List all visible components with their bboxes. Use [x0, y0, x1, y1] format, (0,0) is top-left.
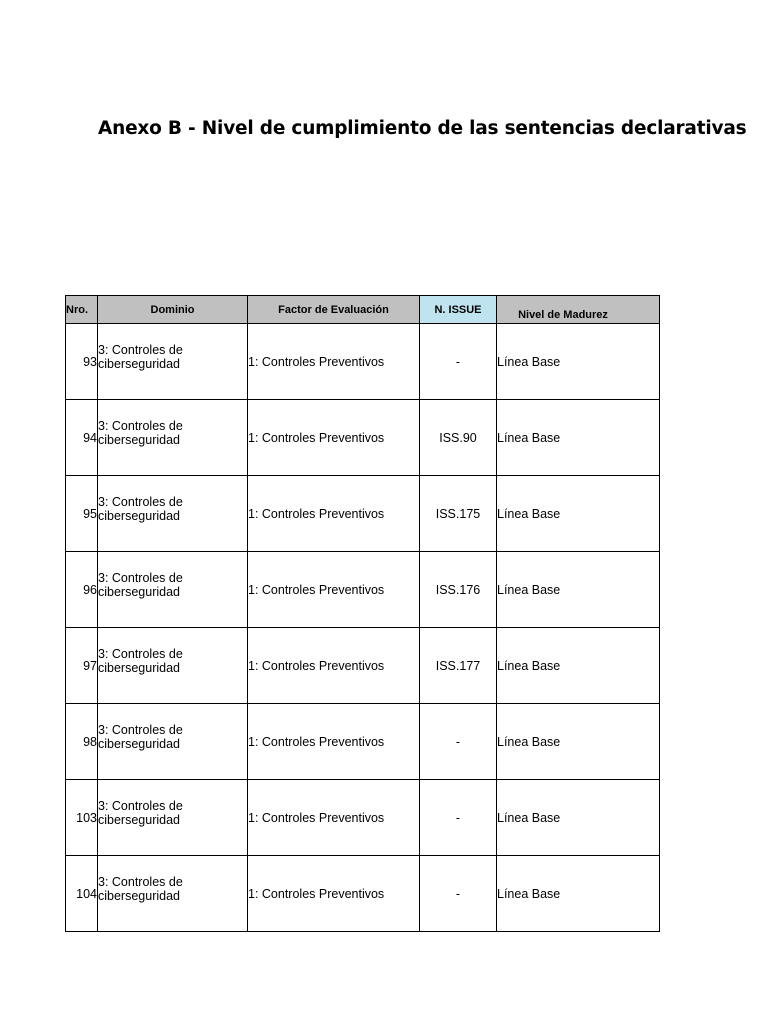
cell-dominio-line1: 3: Controles de	[98, 722, 183, 737]
cell-dominio-line2: ciberseguridad	[98, 736, 180, 751]
cell-nro: 98	[66, 704, 98, 780]
table-row	[66, 780, 660, 856]
maturity-table	[65, 295, 660, 932]
cell-issue: -	[420, 704, 497, 780]
cell-dominio-line1: 3: Controles de	[98, 494, 183, 509]
table-row	[66, 856, 660, 932]
header-nivel-label: Nivel de Madurez	[518, 309, 608, 321]
cell-factor: 1: Controles Preventivos	[248, 552, 420, 628]
table-row	[66, 704, 660, 780]
table-row	[66, 628, 660, 704]
table-row	[66, 476, 660, 552]
cell-factor: 1: Controles Preventivos	[248, 856, 420, 932]
cell-dominio-line2: ciberseguridad	[98, 356, 180, 371]
cell-nro: 97	[66, 628, 98, 704]
cell-factor: 1: Controles Preventivos	[248, 628, 420, 704]
cell-issue: -	[420, 856, 497, 932]
table-row	[66, 552, 660, 628]
cell-dominio-line2: ciberseguridad	[98, 432, 180, 447]
cell-dominio	[98, 780, 248, 856]
cell-nro: 95	[66, 476, 98, 552]
header-dominio: Dominio	[98, 296, 248, 324]
title-container	[98, 113, 747, 145]
cell-dominio-line2: ciberseguridad	[98, 584, 180, 599]
cell-factor: 1: Controles Preventivos	[248, 324, 420, 400]
cell-nro: 94	[66, 400, 98, 476]
cell-dominio	[98, 628, 248, 704]
cell-factor: 1: Controles Preventivos	[248, 476, 420, 552]
cell-dominio	[98, 856, 248, 932]
cell-factor: 1: Controles Preventivos	[248, 780, 420, 856]
cell-issue: -	[420, 780, 497, 856]
cell-nivel: Línea Base	[497, 552, 660, 628]
cell-issue: -	[420, 324, 497, 400]
cell-nivel: Línea Base	[497, 780, 660, 856]
cell-dominio-line2: ciberseguridad	[98, 888, 180, 903]
page-title: Anexo B - Nivel de cumplimiento de las sentencias declarativas	[98, 118, 747, 139]
cell-dominio-line1: 3: Controles de	[98, 798, 183, 813]
cell-dominio	[98, 704, 248, 780]
cell-dominio-line1: 3: Controles de	[98, 570, 183, 585]
cell-factor: 1: Controles Preventivos	[248, 400, 420, 476]
cell-dominio-line2: ciberseguridad	[98, 660, 180, 675]
cell-dominio-line1: 3: Controles de	[98, 342, 183, 357]
cell-factor: 1: Controles Preventivos	[248, 704, 420, 780]
cell-nro: 104	[66, 856, 98, 932]
cell-issue: ISS.176	[420, 552, 497, 628]
header-issue: N. ISSUE	[420, 296, 497, 324]
cell-nro: 103	[66, 780, 98, 856]
table-row	[66, 400, 660, 476]
cell-dominio-line1: 3: Controles de	[98, 646, 183, 661]
table-row	[66, 324, 660, 400]
header-factor: Factor de Evaluación	[248, 296, 420, 324]
cell-dominio-line1: 3: Controles de	[98, 418, 183, 433]
cell-issue: ISS.175	[420, 476, 497, 552]
cell-nivel: Línea Base	[497, 856, 660, 932]
header-nro: Nro.	[66, 296, 98, 324]
cell-nivel: Línea Base	[497, 704, 660, 780]
cell-dominio	[98, 324, 248, 400]
table-header-row	[66, 296, 660, 324]
cell-nivel: Línea Base	[497, 476, 660, 552]
cell-dominio-line2: ciberseguridad	[98, 812, 180, 827]
cell-nro: 96	[66, 552, 98, 628]
cell-dominio-line2: ciberseguridad	[98, 508, 180, 523]
cell-dominio	[98, 552, 248, 628]
cell-dominio	[98, 476, 248, 552]
cell-nro: 93	[66, 324, 98, 400]
cell-nivel: Línea Base	[497, 628, 660, 704]
header-nivel	[497, 296, 660, 324]
cell-dominio	[98, 400, 248, 476]
cell-issue: ISS.90	[420, 400, 497, 476]
cell-issue: ISS.177	[420, 628, 497, 704]
cell-nivel: Línea Base	[497, 324, 660, 400]
cell-nivel: Línea Base	[497, 400, 660, 476]
cell-dominio-line1: 3: Controles de	[98, 874, 183, 889]
